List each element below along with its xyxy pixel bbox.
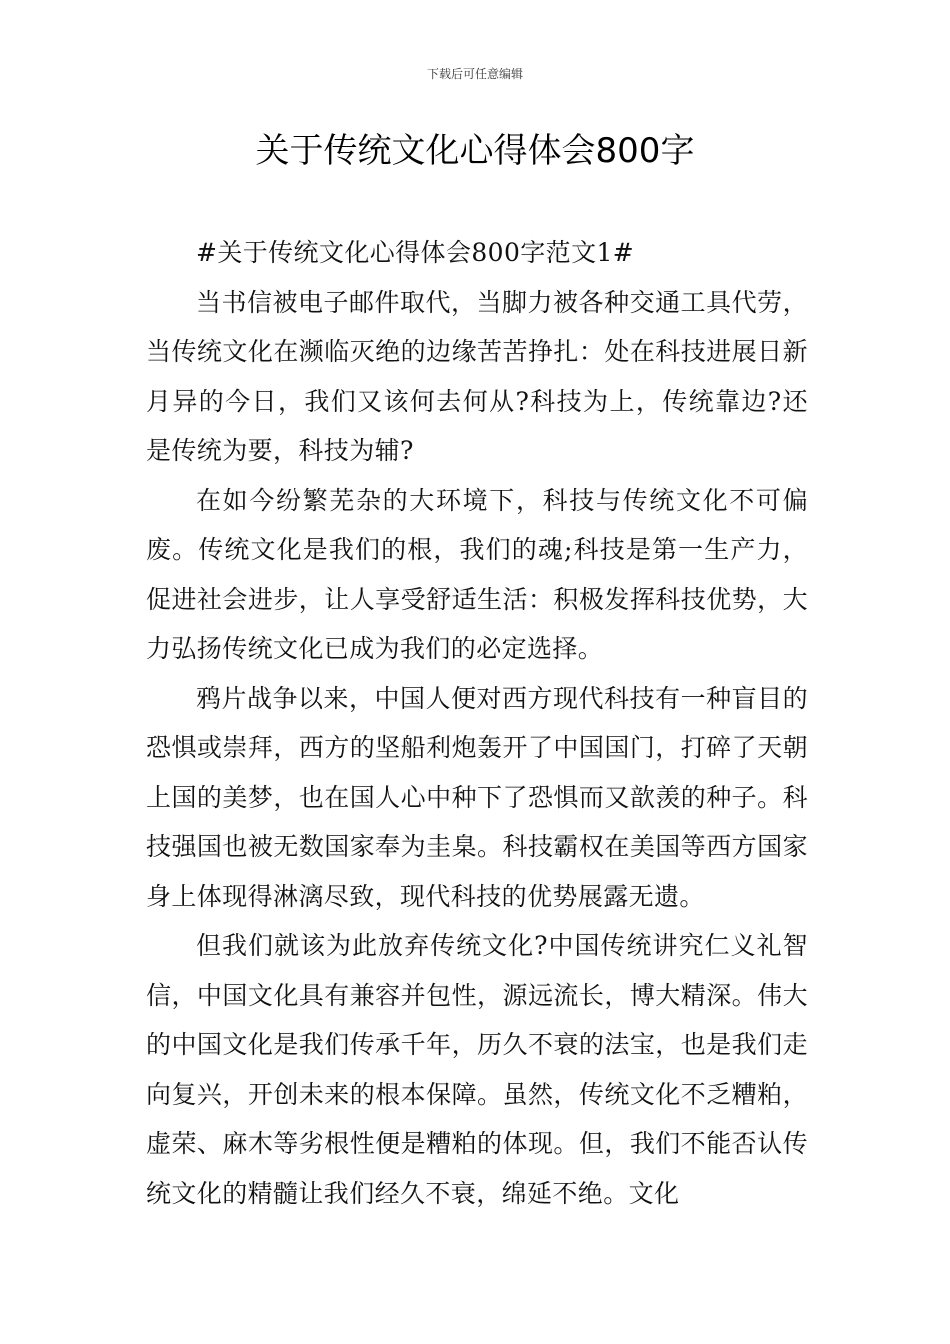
document-body (146, 228, 808, 1218)
header-note: 下载后可任意编辑 (426, 67, 523, 81)
section-heading: #关于传统文化心得体会800字范文1# (196, 238, 635, 267)
paragraph-1: 当书信被电子邮件取代，当脚力被各种交通工具代劳，当传统文化在濒临灭绝的边缘苦苦挣扎：处在科技进展日新月异的今日，我们又该何去何从?科技为上，传统靠边?还是传统为要，科技为辅? (146, 287, 808, 465)
paragraph-2: 在如今纷繁芜杂的大环境下，科技与传统文化不可偏废。传统文化是我们的根，我们的魂;科技是第一生产力，促进社会进步，让人享受舒适生活：积极发挥科技优势，大力弘扬传统文化已成为我们的必定选择。 (146, 485, 808, 663)
document-title: 关于传统文化心得体会800字 (255, 131, 695, 171)
paragraph-4: 但我们就该为此放弃传统文化?中国传统讲究仁义礼智信，中国文化具有兼容并包性，源远流长，博大精深。伟大的中国文化是我们传承千年，历久不衰的法宝，也是我们走向复兴，开创未来的根本保障。虽然，传统文化不乏糟粕，虚荣、麻木等劣根性便是糟粕的体现。但，我们不能否认传统文化的精髓让我们经久不衰，绵延不绝。文化 (146, 931, 808, 1208)
paragraph-3: 鸦片战争以来，中国人便对西方现代科技有一种盲目的恐惧或崇拜，西方的坚船利炮轰开了中国国门，打碎了天朝上国的美梦，也在国人心中种下了恐惧而又歆羡的种子。科技强国也被无数国家奉为圭臬。科技霸权在美国等西方国家身上体现得淋漓尽致，现代科技的优势展露无遗。 (146, 683, 808, 911)
